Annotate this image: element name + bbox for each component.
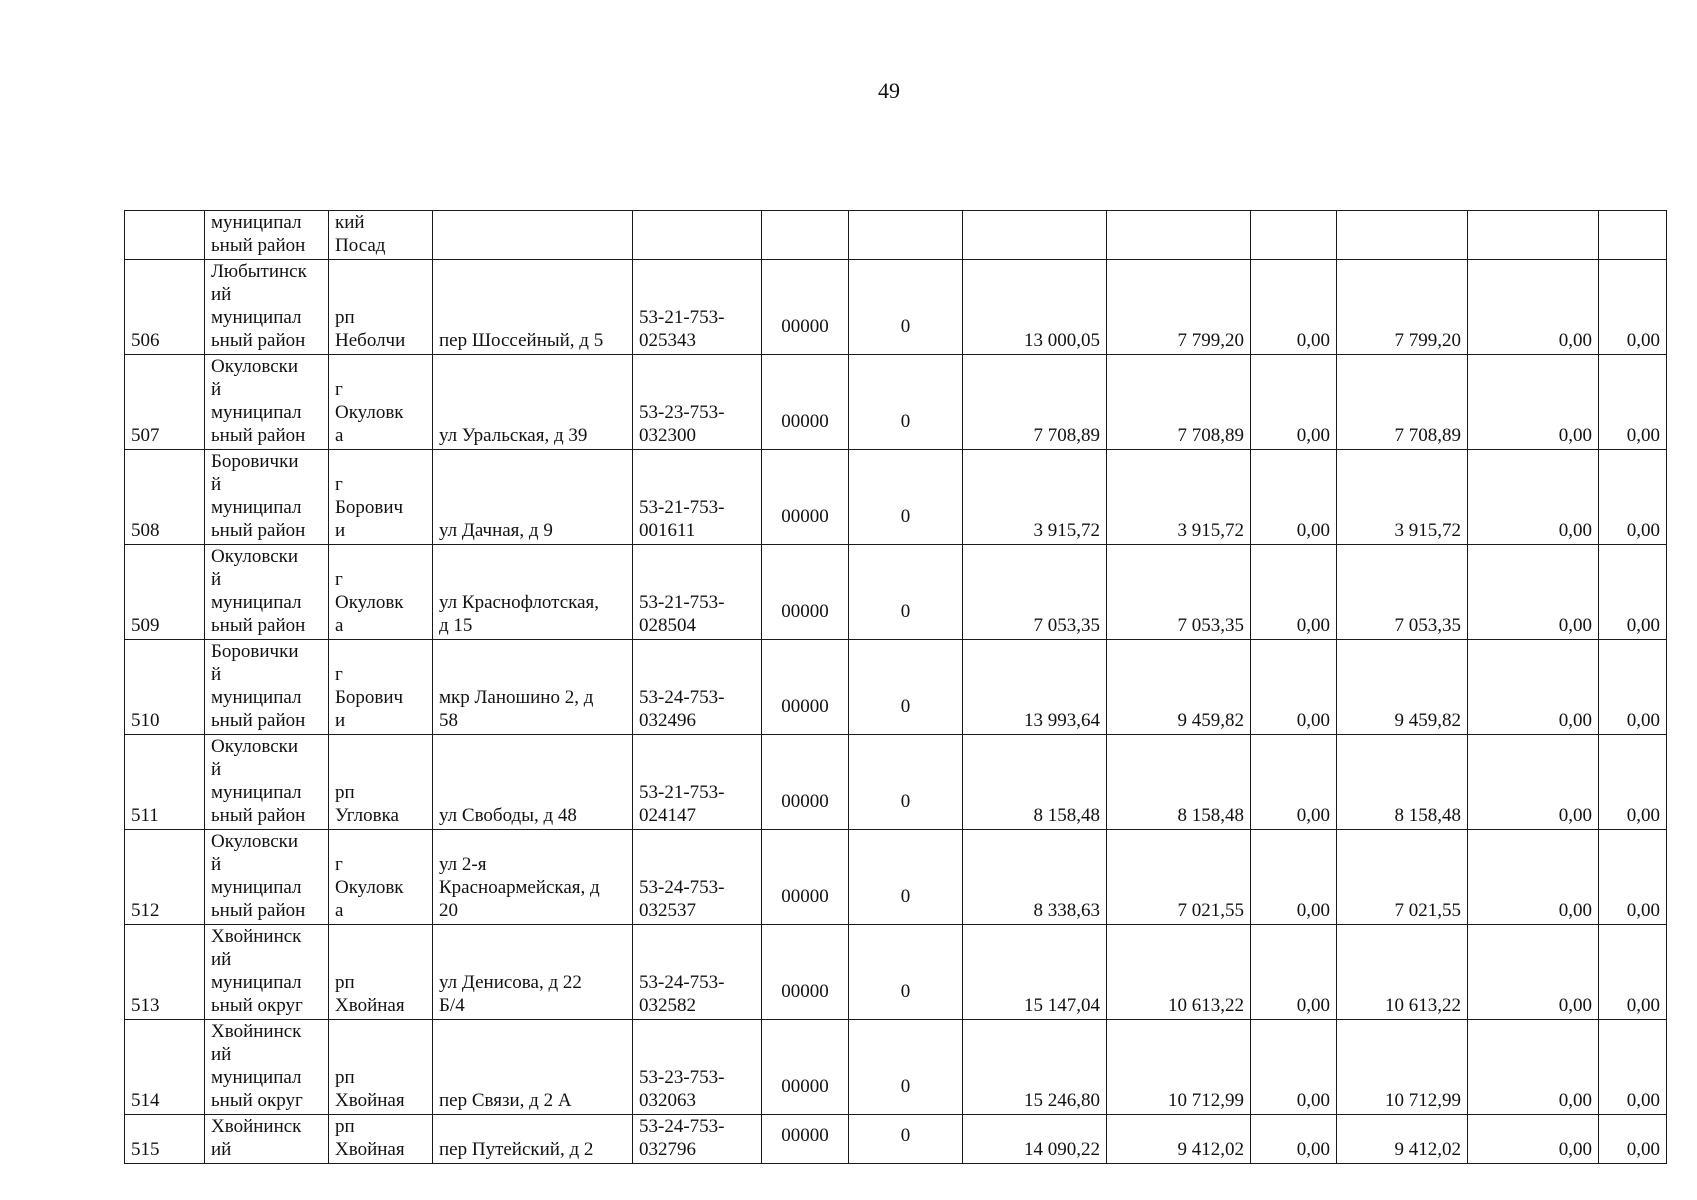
amount-cell (1107, 735, 1251, 830)
row-number: 511 (131, 805, 159, 826)
value-1: 0,00 (1296, 615, 1330, 636)
value-cell (1599, 1115, 1667, 1164)
locality-cell (329, 545, 433, 640)
zero-text: 0 (900, 1076, 911, 1097)
table-row (125, 450, 1667, 545)
value-3: 0,00 (1558, 710, 1592, 731)
row-number: 507 (131, 425, 160, 446)
address-text: пер Путейский, д 2 (439, 1139, 594, 1160)
value-cell (1251, 450, 1337, 545)
amount-value: 7 799,20 (1177, 330, 1244, 351)
district-cell (205, 640, 329, 735)
district-text: Хвойнинск ий (211, 1116, 302, 1160)
table-body (125, 211, 1667, 1164)
zero-cell (849, 211, 963, 260)
total-cell (963, 355, 1107, 450)
value-cell (1468, 260, 1599, 355)
address-cell (433, 1020, 633, 1115)
value-cell (1251, 355, 1337, 450)
district-cell (205, 735, 329, 830)
value-cell (1468, 830, 1599, 925)
district-cell (205, 1115, 329, 1164)
total-cell (963, 640, 1107, 735)
table-row (125, 640, 1667, 735)
value-cell (1251, 1115, 1337, 1164)
value-4: 0,00 (1626, 805, 1660, 826)
table-row (125, 260, 1667, 355)
value-3: 0,00 (1558, 425, 1592, 446)
table-row (125, 545, 1667, 640)
locality-cell (329, 211, 433, 260)
value-cell (1599, 260, 1667, 355)
address-text: ул Краснофлотская, д 15 (439, 592, 600, 636)
amount-value: 9 412,02 (1177, 1139, 1244, 1160)
district-text: Боровички й муниципал ьный район (211, 451, 306, 541)
zero-cell (849, 1115, 963, 1164)
address-cell (433, 925, 633, 1020)
code-text: 53-21-753- 028504 (639, 592, 725, 636)
value-4: 0,00 (1626, 425, 1660, 446)
code-cell (633, 545, 762, 640)
zero-cell (849, 925, 963, 1020)
amount-cell (1107, 925, 1251, 1020)
address-cell (433, 450, 633, 545)
continuation-row (125, 211, 1667, 260)
district-text: Хвойнинск ий муниципал ьный округ (211, 926, 303, 1016)
table-row (125, 830, 1667, 925)
district-cell (205, 450, 329, 545)
code-cell (633, 830, 762, 925)
zero-text: 0 (900, 506, 911, 527)
value-cell (1599, 640, 1667, 735)
table-row (125, 1020, 1667, 1115)
value-1: 0,00 (1296, 425, 1330, 446)
value-cell (1251, 830, 1337, 925)
amount-value: 9 459,82 (1177, 710, 1244, 731)
value-1: 0,00 (1296, 330, 1330, 351)
zeros-cell (762, 735, 849, 830)
district-text: муниципал ьный район (211, 212, 306, 256)
zero-text: 0 (900, 981, 911, 1002)
total-value: 14 090,22 (1024, 1139, 1100, 1160)
district-text: Любытинск ий муниципал ьный район (211, 261, 307, 351)
row-number: 510 (131, 710, 160, 731)
district-text: Окуловски й муниципал ьный район (211, 546, 306, 636)
value-cell (1251, 925, 1337, 1020)
row-number-cell (125, 735, 205, 830)
district-cell (205, 925, 329, 1020)
zero-text: 0 (900, 696, 911, 717)
district-text: Окуловски й муниципал ьный район (211, 356, 306, 446)
value-4: 0,00 (1626, 900, 1660, 921)
value-cell (1468, 1020, 1599, 1115)
address-cell (433, 640, 633, 735)
locality-cell (329, 1115, 433, 1164)
total-cell (963, 1115, 1107, 1164)
code-cell (633, 640, 762, 735)
zero-text: 0 (900, 316, 911, 337)
locality-text: рп Неболчи (335, 307, 406, 351)
amount-cell (1107, 450, 1251, 545)
code-cell (633, 355, 762, 450)
address-text: ул Свободы, д 48 (439, 805, 577, 826)
address-text: пер Шоссейный, д 5 (439, 330, 604, 351)
total-value: 15 147,04 (1024, 995, 1100, 1016)
code-text: 53-21-753- 001611 (639, 497, 725, 541)
zeros-text: 00000 (781, 411, 829, 432)
value-4: 0,00 (1626, 330, 1660, 351)
code-text: 53-23-753- 032300 (639, 402, 725, 446)
locality-cell (329, 830, 433, 925)
value-2: 7 708,89 (1394, 425, 1461, 446)
total-value: 13 000,05 (1024, 330, 1100, 351)
row-number-cell (125, 830, 205, 925)
value-cell (1599, 211, 1667, 260)
value-4: 0,00 (1626, 710, 1660, 731)
address-text: пер Связи, д 2 А (439, 1090, 572, 1111)
total-value: 13 993,64 (1024, 710, 1100, 731)
total-value: 7 053,35 (1033, 615, 1100, 636)
row-number: 512 (131, 900, 160, 921)
row-number: 514 (131, 1090, 160, 1111)
value-cell (1468, 211, 1599, 260)
amount-cell (1107, 830, 1251, 925)
value-cell (1599, 450, 1667, 545)
zeros-text: 00000 (781, 696, 829, 717)
value-cell (1337, 1020, 1468, 1115)
address-cell (433, 355, 633, 450)
table-row (125, 925, 1667, 1020)
value-cell (1337, 211, 1468, 260)
zeros-text: 00000 (781, 1076, 829, 1097)
zero-cell (849, 640, 963, 735)
total-cell (963, 450, 1107, 545)
amount-cell (1107, 211, 1251, 260)
locality-text: рп Угловка (335, 782, 399, 826)
row-number: 509 (131, 615, 160, 636)
value-3: 0,00 (1558, 330, 1592, 351)
locality-cell (329, 260, 433, 355)
zero-text: 0 (900, 886, 911, 907)
locality-text: г Окуловк а (335, 379, 404, 446)
district-text: Окуловски й муниципал ьный район (211, 831, 306, 921)
value-cell (1599, 545, 1667, 640)
value-cell (1337, 830, 1468, 925)
zero-cell (849, 260, 963, 355)
code-cell (633, 735, 762, 830)
table-row (125, 1115, 1667, 1164)
value-2: 9 459,82 (1394, 710, 1461, 731)
code-cell (633, 211, 762, 260)
amount-value: 3 915,72 (1177, 520, 1244, 541)
zeros-cell (762, 355, 849, 450)
value-cell (1599, 830, 1667, 925)
amount-value: 7 708,89 (1177, 425, 1244, 446)
value-2: 7 021,55 (1394, 900, 1461, 921)
row-number-cell (125, 1020, 205, 1115)
page-number: 49 (878, 78, 900, 103)
locality-text: рп Хвойная (335, 1116, 405, 1160)
zeros-cell (762, 545, 849, 640)
code-text: 53-23-753- 032063 (639, 1067, 725, 1111)
row-number: 508 (131, 520, 160, 541)
row-number-cell (125, 450, 205, 545)
zeros-text: 00000 (781, 506, 829, 527)
zero-text: 0 (900, 791, 911, 812)
table-row (125, 355, 1667, 450)
amount-cell (1107, 545, 1251, 640)
total-value: 3 915,72 (1033, 520, 1100, 541)
value-3: 0,00 (1558, 995, 1592, 1016)
amount-value: 7 021,55 (1177, 900, 1244, 921)
amount-cell (1107, 260, 1251, 355)
address-cell (433, 830, 633, 925)
row-number-cell (125, 1115, 205, 1164)
district-text: Хвойнинск ий муниципал ьный округ (211, 1021, 303, 1111)
total-value: 8 338,63 (1033, 900, 1100, 921)
zero-text: 0 (900, 1125, 911, 1146)
value-cell (1337, 355, 1468, 450)
value-cell (1599, 735, 1667, 830)
value-3: 0,00 (1558, 1090, 1592, 1111)
value-2: 7 053,35 (1394, 615, 1461, 636)
zeros-text: 00000 (781, 791, 829, 812)
zeros-cell (762, 830, 849, 925)
zero-cell (849, 355, 963, 450)
value-cell (1337, 1115, 1468, 1164)
value-4: 0,00 (1626, 1139, 1660, 1160)
value-1: 0,00 (1296, 1090, 1330, 1111)
total-cell (963, 211, 1107, 260)
amount-value: 7 053,35 (1177, 615, 1244, 636)
value-cell (1468, 545, 1599, 640)
row-number-cell (125, 260, 205, 355)
value-cell (1337, 925, 1468, 1020)
zeros-cell (762, 450, 849, 545)
zeros-text: 00000 (781, 981, 829, 1002)
address-text: ул 2-я Красноармейская, д 20 (439, 854, 600, 921)
value-2: 10 613,22 (1385, 995, 1461, 1016)
value-cell (1599, 925, 1667, 1020)
value-cell (1468, 450, 1599, 545)
zero-cell (849, 830, 963, 925)
address-text: ул Уральская, д 39 (439, 425, 588, 446)
locality-text: г Борович и (335, 664, 404, 731)
locality-cell (329, 640, 433, 735)
value-1: 0,00 (1296, 520, 1330, 541)
address-cell (433, 735, 633, 830)
value-cell (1337, 260, 1468, 355)
total-cell (963, 1020, 1107, 1115)
value-cell (1251, 1020, 1337, 1115)
zeros-cell (762, 1115, 849, 1164)
zero-cell (849, 735, 963, 830)
value-cell (1251, 260, 1337, 355)
value-2: 3 915,72 (1394, 520, 1461, 541)
zeros-text: 00000 (781, 886, 829, 907)
value-cell (1337, 735, 1468, 830)
address-text: ул Денисова, д 22 Б/4 (439, 972, 582, 1016)
value-cell (1599, 1020, 1667, 1115)
zeros-cell (762, 1020, 849, 1115)
locality-cell (329, 355, 433, 450)
amount-value: 10 712,99 (1168, 1090, 1244, 1111)
amount-cell (1107, 1020, 1251, 1115)
total-cell (963, 260, 1107, 355)
address-text: мкр Ланошино 2, д 58 (439, 687, 594, 731)
amount-cell (1107, 355, 1251, 450)
value-4: 0,00 (1626, 995, 1660, 1016)
value-2: 7 799,20 (1394, 330, 1461, 351)
zero-cell (849, 545, 963, 640)
value-cell (1468, 355, 1599, 450)
district-cell (205, 260, 329, 355)
value-2: 9 412,02 (1394, 1139, 1461, 1160)
row-number-cell (125, 640, 205, 735)
value-cell (1251, 640, 1337, 735)
district-cell (205, 1020, 329, 1115)
value-1: 0,00 (1296, 995, 1330, 1016)
locality-text: кий Посад (335, 212, 386, 256)
locality-cell (329, 925, 433, 1020)
code-text: 53-21-753- 024147 (639, 782, 725, 826)
code-cell (633, 925, 762, 1020)
code-cell (633, 450, 762, 545)
code-cell (633, 1115, 762, 1164)
value-4: 0,00 (1626, 1090, 1660, 1111)
amount-value: 10 613,22 (1168, 995, 1244, 1016)
code-text: 53-24-753- 032582 (639, 972, 725, 1016)
value-cell (1468, 925, 1599, 1020)
amount-value: 8 158,48 (1177, 805, 1244, 826)
zeros-cell (762, 925, 849, 1020)
row-number: 515 (131, 1139, 160, 1160)
value-2: 8 158,48 (1394, 805, 1461, 826)
zeros-cell (762, 260, 849, 355)
zero-text: 0 (900, 601, 911, 622)
total-cell (963, 925, 1107, 1020)
locality-cell (329, 1020, 433, 1115)
zeros-text: 00000 (781, 601, 829, 622)
zero-cell (849, 450, 963, 545)
locality-cell (329, 735, 433, 830)
district-cell (205, 355, 329, 450)
row-number-cell (125, 355, 205, 450)
address-text: ул Дачная, д 9 (439, 520, 553, 541)
value-4: 0,00 (1626, 520, 1660, 541)
row-number-cell (125, 211, 205, 260)
row-number-cell (125, 545, 205, 640)
locality-cell (329, 450, 433, 545)
value-cell (1251, 211, 1337, 260)
value-cell (1251, 735, 1337, 830)
locality-text: г Борович и (335, 474, 404, 541)
district-cell (205, 211, 329, 260)
value-1: 0,00 (1296, 1139, 1330, 1160)
address-cell (433, 545, 633, 640)
value-3: 0,00 (1558, 900, 1592, 921)
value-4: 0,00 (1626, 615, 1660, 636)
locality-text: рп Хвойная (335, 1067, 405, 1111)
district-cell (205, 545, 329, 640)
value-3: 0,00 (1558, 615, 1592, 636)
value-cell (1468, 735, 1599, 830)
value-cell (1468, 640, 1599, 735)
code-text: 53-21-753- 025343 (639, 307, 725, 351)
value-cell (1337, 640, 1468, 735)
code-cell (633, 1020, 762, 1115)
zero-cell (849, 1020, 963, 1115)
value-2: 10 712,99 (1385, 1090, 1461, 1111)
value-cell (1251, 545, 1337, 640)
amount-cell (1107, 1115, 1251, 1164)
value-3: 0,00 (1558, 1139, 1592, 1160)
total-cell (963, 545, 1107, 640)
code-cell (633, 260, 762, 355)
code-text: 53-24-753- 032496 (639, 687, 725, 731)
zeros-cell (762, 211, 849, 260)
total-cell (963, 735, 1107, 830)
zeros-text: 00000 (781, 1125, 829, 1146)
zeros-text: 00000 (781, 316, 829, 337)
district-text: Боровички й муниципал ьный район (211, 641, 306, 731)
value-3: 0,00 (1558, 520, 1592, 541)
district-text: Окуловски й муниципал ьный район (211, 736, 306, 826)
amount-cell (1107, 640, 1251, 735)
code-text: 53-24-753- 032796 (639, 1116, 725, 1160)
value-1: 0,00 (1296, 710, 1330, 731)
district-cell (205, 830, 329, 925)
value-1: 0,00 (1296, 900, 1330, 921)
zero-text: 0 (900, 411, 911, 432)
value-cell (1337, 450, 1468, 545)
zeros-cell (762, 640, 849, 735)
row-number: 506 (131, 330, 160, 351)
address-cell (433, 260, 633, 355)
value-3: 0,00 (1558, 805, 1592, 826)
total-value: 7 708,89 (1033, 425, 1100, 446)
value-cell (1599, 355, 1667, 450)
value-1: 0,00 (1296, 805, 1330, 826)
table-row (125, 735, 1667, 830)
locality-text: г Окуловк а (335, 854, 404, 921)
locality-text: рп Хвойная (335, 972, 405, 1016)
total-value: 8 158,48 (1033, 805, 1100, 826)
row-number-cell (125, 925, 205, 1020)
registry-table (124, 210, 1667, 1164)
code-text: 53-24-753- 032537 (639, 877, 725, 921)
total-cell (963, 830, 1107, 925)
value-cell (1468, 1115, 1599, 1164)
address-cell (433, 211, 633, 260)
total-value: 15 246,80 (1024, 1090, 1100, 1111)
value-cell (1337, 545, 1468, 640)
locality-text: г Окуловк а (335, 569, 404, 636)
row-number: 513 (131, 995, 160, 1016)
address-cell (433, 1115, 633, 1164)
